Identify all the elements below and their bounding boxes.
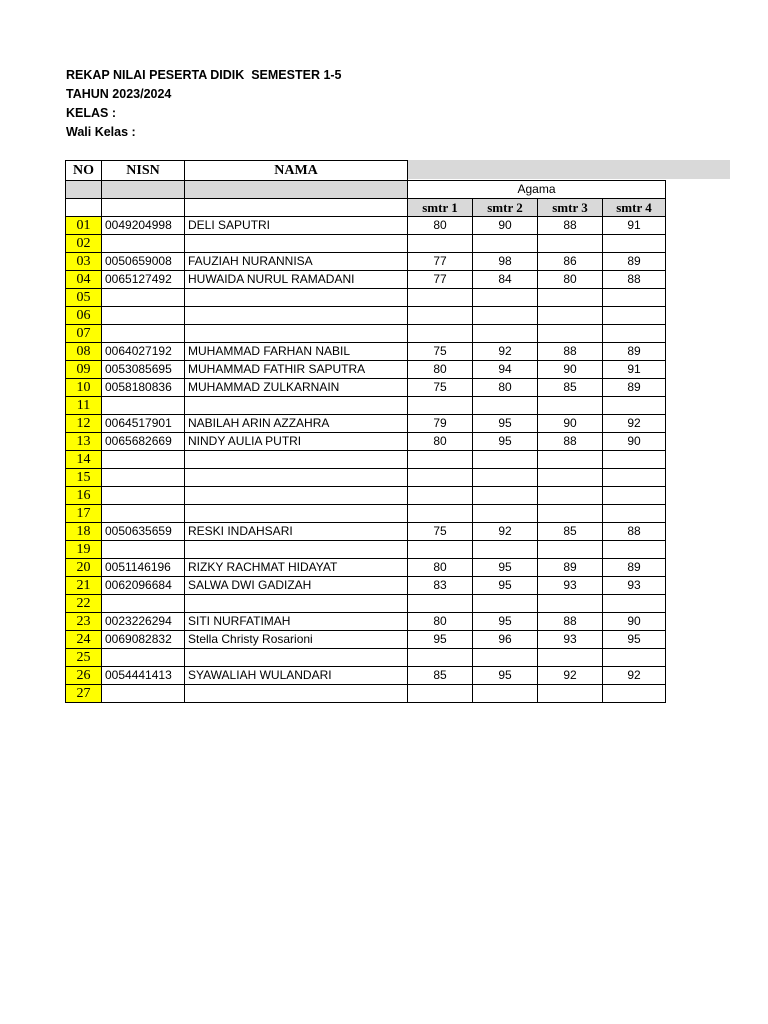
table-row	[66, 487, 666, 505]
smtr-3-score: 90	[538, 361, 603, 379]
smtr-4-score: 93	[603, 577, 666, 595]
smtr-1-score	[408, 235, 473, 253]
smtr-3-score	[538, 289, 603, 307]
table-row	[66, 577, 666, 595]
table-row	[66, 235, 666, 253]
name-cell: SYAWALIAH WULANDARI	[185, 667, 408, 685]
table-row	[66, 217, 666, 235]
smtr-3-score	[538, 685, 603, 703]
smtr-4-score: 88	[603, 271, 666, 289]
table-row	[66, 631, 666, 649]
table-row	[66, 379, 666, 397]
smtr-4-score: 89	[603, 379, 666, 397]
nisn-cell	[102, 595, 185, 613]
nisn-cell	[102, 235, 185, 253]
table-row	[66, 415, 666, 433]
nisn-cell	[102, 541, 185, 559]
smtr-1-score: 77	[408, 253, 473, 271]
class-line: KELAS :	[66, 106, 116, 120]
smtr-3-score: 80	[538, 271, 603, 289]
smtr-3-score: 86	[538, 253, 603, 271]
smtr-1-score	[408, 595, 473, 613]
table-row	[66, 289, 666, 307]
name-cell: MUHAMMAD ZULKARNAIN	[185, 379, 408, 397]
nisn-cell	[102, 649, 185, 667]
smtr-4-score	[603, 487, 666, 505]
header-no: NO	[66, 161, 102, 181]
smtr-3-score	[538, 235, 603, 253]
smtr-3-score: 88	[538, 613, 603, 631]
smtr-4-score: 91	[603, 217, 666, 235]
smtr-2-score	[473, 235, 538, 253]
header-nisn: NISN	[102, 161, 185, 181]
smtr-3-score	[538, 325, 603, 343]
nisn-cell: 0069082832	[102, 631, 185, 649]
smtr-2-score	[473, 505, 538, 523]
nisn-cell	[102, 451, 185, 469]
nisn-cell	[102, 289, 185, 307]
smtr-1-score	[408, 505, 473, 523]
smtr-2-score	[473, 397, 538, 415]
row-number-cell: 20	[66, 559, 102, 577]
row-number-cell: 08	[66, 343, 102, 361]
smtr-3-score	[538, 487, 603, 505]
name-cell	[185, 307, 408, 325]
table-row	[66, 595, 666, 613]
smtr-2-score	[473, 469, 538, 487]
smtr-4-score	[603, 505, 666, 523]
table-row	[66, 649, 666, 667]
smtr-2-score: 98	[473, 253, 538, 271]
smtr-4-score	[603, 397, 666, 415]
smtr-2-score	[473, 649, 538, 667]
smtr-3-score	[538, 595, 603, 613]
name-cell	[185, 469, 408, 487]
title-line: REKAP NILAI PESERTA DIDIK SEMESTER 1-5	[66, 68, 342, 82]
name-cell: SALWA DWI GADIZAH	[185, 577, 408, 595]
smtr-2-score: 95	[473, 433, 538, 451]
row-number-cell: 01	[66, 217, 102, 235]
smtr-4-score	[603, 307, 666, 325]
semester-3-header: smtr 3	[538, 199, 603, 217]
smtr-2-score: 90	[473, 217, 538, 235]
smtr-4-score: 95	[603, 631, 666, 649]
smtr-1-score: 77	[408, 271, 473, 289]
subject-name: Agama	[408, 181, 666, 199]
smtr-1-score: 75	[408, 343, 473, 361]
row-number-cell: 16	[66, 487, 102, 505]
table-row	[66, 613, 666, 631]
row-number-cell: 06	[66, 307, 102, 325]
name-cell: NABILAH ARIN AZZAHRA	[185, 415, 408, 433]
table-row	[66, 523, 666, 541]
nisn-cell: 0064517901	[102, 415, 185, 433]
smtr-1-score: 80	[408, 433, 473, 451]
name-cell: DELI SAPUTRI	[185, 217, 408, 235]
smtr-4-score: 89	[603, 253, 666, 271]
smtr-3-score: 88	[538, 217, 603, 235]
name-cell	[185, 685, 408, 703]
row-number-cell: 13	[66, 433, 102, 451]
nisn-cell: 0050659008	[102, 253, 185, 271]
name-cell: RESKI INDAHSARI	[185, 523, 408, 541]
smtr-1-score	[408, 451, 473, 469]
homeroom-teacher-line: Wali Kelas :	[66, 125, 136, 139]
subject-row	[66, 181, 666, 199]
smtr-3-score: 85	[538, 379, 603, 397]
header-nama: NAMA	[185, 161, 408, 181]
name-cell	[185, 505, 408, 523]
smtr-4-score: 90	[603, 433, 666, 451]
smtr-4-score: 89	[603, 559, 666, 577]
row-number-cell: 19	[66, 541, 102, 559]
smtr-3-score: 92	[538, 667, 603, 685]
smtr-1-score: 83	[408, 577, 473, 595]
smtr-1-score: 85	[408, 667, 473, 685]
name-cell: SITI NURFATIMAH	[185, 613, 408, 631]
smtr-3-score: 93	[538, 577, 603, 595]
row-number-cell: 24	[66, 631, 102, 649]
nisn-cell: 0064027192	[102, 343, 185, 361]
name-cell: MUHAMMAD FARHAN NABIL	[185, 343, 408, 361]
smtr-4-score	[603, 469, 666, 487]
name-cell	[185, 235, 408, 253]
header-blank	[408, 161, 666, 181]
nisn-cell: 0050635659	[102, 523, 185, 541]
smtr-1-score: 80	[408, 217, 473, 235]
grades-table	[65, 160, 666, 703]
name-cell: RIZKY RACHMAT HIDAYAT	[185, 559, 408, 577]
smtr-1-score: 80	[408, 361, 473, 379]
smtr-1-score: 79	[408, 415, 473, 433]
subject-row-nama	[185, 181, 408, 199]
row-number-cell: 07	[66, 325, 102, 343]
table-row	[66, 343, 666, 361]
smtr-2-score: 95	[473, 559, 538, 577]
row-number-cell: 11	[66, 397, 102, 415]
smtr-4-score	[603, 289, 666, 307]
nisn-cell: 0053085695	[102, 361, 185, 379]
smtr-2-score: 80	[473, 379, 538, 397]
semester-row-nama	[185, 199, 408, 217]
smtr-1-score: 75	[408, 523, 473, 541]
smtr-4-score: 92	[603, 415, 666, 433]
semester-4-header: smtr 4	[603, 199, 666, 217]
table-row	[66, 541, 666, 559]
smtr-4-score	[603, 685, 666, 703]
smtr-4-score: 90	[603, 613, 666, 631]
smtr-4-score	[603, 649, 666, 667]
table-row	[66, 253, 666, 271]
name-cell	[185, 595, 408, 613]
name-cell	[185, 487, 408, 505]
name-cell	[185, 451, 408, 469]
nisn-cell: 0065682669	[102, 433, 185, 451]
semester-1-header: smtr 1	[408, 199, 473, 217]
row-number-cell: 04	[66, 271, 102, 289]
nisn-cell: 0054441413	[102, 667, 185, 685]
smtr-1-score	[408, 307, 473, 325]
nisn-cell: 0065127492	[102, 271, 185, 289]
nisn-cell: 0023226294	[102, 613, 185, 631]
smtr-1-score	[408, 685, 473, 703]
table-row	[66, 271, 666, 289]
smtr-2-score: 95	[473, 577, 538, 595]
smtr-2-score	[473, 307, 538, 325]
smtr-4-score	[603, 595, 666, 613]
smtr-3-score: 85	[538, 523, 603, 541]
smtr-2-score	[473, 451, 538, 469]
name-cell	[185, 325, 408, 343]
row-number-cell: 21	[66, 577, 102, 595]
smtr-4-score: 89	[603, 343, 666, 361]
smtr-2-score	[473, 541, 538, 559]
smtr-4-score	[603, 451, 666, 469]
table-row	[66, 469, 666, 487]
nisn-cell: 0062096684	[102, 577, 185, 595]
row-number-cell: 17	[66, 505, 102, 523]
smtr-1-score: 75	[408, 379, 473, 397]
name-cell: NINDY AULIA PUTRI	[185, 433, 408, 451]
nisn-cell	[102, 325, 185, 343]
row-number-cell: 26	[66, 667, 102, 685]
smtr-3-score	[538, 541, 603, 559]
smtr-1-score	[408, 469, 473, 487]
smtr-2-score: 96	[473, 631, 538, 649]
row-number-cell: 27	[66, 685, 102, 703]
nisn-cell	[102, 397, 185, 415]
row-number-cell: 05	[66, 289, 102, 307]
nisn-cell	[102, 505, 185, 523]
smtr-1-score	[408, 487, 473, 505]
row-number-cell: 10	[66, 379, 102, 397]
smtr-2-score: 95	[473, 667, 538, 685]
smtr-4-score: 91	[603, 361, 666, 379]
name-cell: HUWAIDA NURUL RAMADANI	[185, 271, 408, 289]
smtr-3-score	[538, 469, 603, 487]
header-row	[66, 161, 666, 181]
smtr-1-score	[408, 649, 473, 667]
smtr-3-score	[538, 649, 603, 667]
smtr-4-score	[603, 541, 666, 559]
smtr-2-score	[473, 487, 538, 505]
nisn-cell: 0049204998	[102, 217, 185, 235]
smtr-2-score: 84	[473, 271, 538, 289]
name-cell: FAUZIAH NURANNISA	[185, 253, 408, 271]
row-number-cell: 22	[66, 595, 102, 613]
smtr-2-score	[473, 289, 538, 307]
nisn-cell	[102, 469, 185, 487]
row-number-cell: 15	[66, 469, 102, 487]
smtr-3-score	[538, 397, 603, 415]
smtr-1-score: 80	[408, 559, 473, 577]
table-row	[66, 433, 666, 451]
name-cell: MUHAMMAD FATHIR SAPUTRA	[185, 361, 408, 379]
table-row	[66, 685, 666, 703]
smtr-4-score	[603, 325, 666, 343]
year-line: TAHUN 2023/2024	[66, 87, 172, 101]
smtr-2-score	[473, 595, 538, 613]
smtr-2-score	[473, 685, 538, 703]
table-row	[66, 505, 666, 523]
smtr-3-score: 93	[538, 631, 603, 649]
table-row	[66, 307, 666, 325]
smtr-4-score	[603, 235, 666, 253]
row-number-cell: 03	[66, 253, 102, 271]
smtr-3-score	[538, 307, 603, 325]
name-cell	[185, 541, 408, 559]
smtr-1-score: 80	[408, 613, 473, 631]
smtr-3-score: 90	[538, 415, 603, 433]
name-cell: Stella Christy Rosarioni	[185, 631, 408, 649]
smtr-3-score: 88	[538, 433, 603, 451]
smtr-2-score: 92	[473, 523, 538, 541]
smtr-3-score: 89	[538, 559, 603, 577]
row-number-cell: 25	[66, 649, 102, 667]
smtr-4-score: 88	[603, 523, 666, 541]
table-row	[66, 361, 666, 379]
subject-row-nisn	[102, 181, 185, 199]
row-number-cell: 12	[66, 415, 102, 433]
smtr-1-score	[408, 397, 473, 415]
smtr-1-score: 95	[408, 631, 473, 649]
smtr-2-score: 92	[473, 343, 538, 361]
document-header	[66, 66, 342, 142]
row-number-cell: 18	[66, 523, 102, 541]
table-row	[66, 325, 666, 343]
subject-row-no	[66, 181, 102, 199]
smtr-4-score: 92	[603, 667, 666, 685]
name-cell	[185, 397, 408, 415]
semester-row-nisn	[102, 199, 185, 217]
nisn-cell	[102, 487, 185, 505]
smtr-3-score	[538, 505, 603, 523]
nisn-cell	[102, 307, 185, 325]
smtr-2-score: 95	[473, 613, 538, 631]
row-number-cell: 14	[66, 451, 102, 469]
name-cell	[185, 649, 408, 667]
table-row	[66, 451, 666, 469]
semester-2-header: smtr 2	[473, 199, 538, 217]
table-row	[66, 559, 666, 577]
nisn-cell: 0058180836	[102, 379, 185, 397]
semester-row	[66, 199, 666, 217]
smtr-3-score	[538, 451, 603, 469]
row-number-cell: 02	[66, 235, 102, 253]
smtr-1-score	[408, 289, 473, 307]
row-number-cell: 09	[66, 361, 102, 379]
smtr-1-score	[408, 325, 473, 343]
semester-row-no	[66, 199, 102, 217]
name-cell	[185, 289, 408, 307]
smtr-1-score	[408, 541, 473, 559]
smtr-2-score: 95	[473, 415, 538, 433]
smtr-2-score	[473, 325, 538, 343]
row-number-cell: 23	[66, 613, 102, 631]
nisn-cell	[102, 685, 185, 703]
smtr-3-score: 88	[538, 343, 603, 361]
table-row	[66, 397, 666, 415]
nisn-cell: 0051146196	[102, 559, 185, 577]
smtr-2-score: 94	[473, 361, 538, 379]
table-row	[66, 667, 666, 685]
